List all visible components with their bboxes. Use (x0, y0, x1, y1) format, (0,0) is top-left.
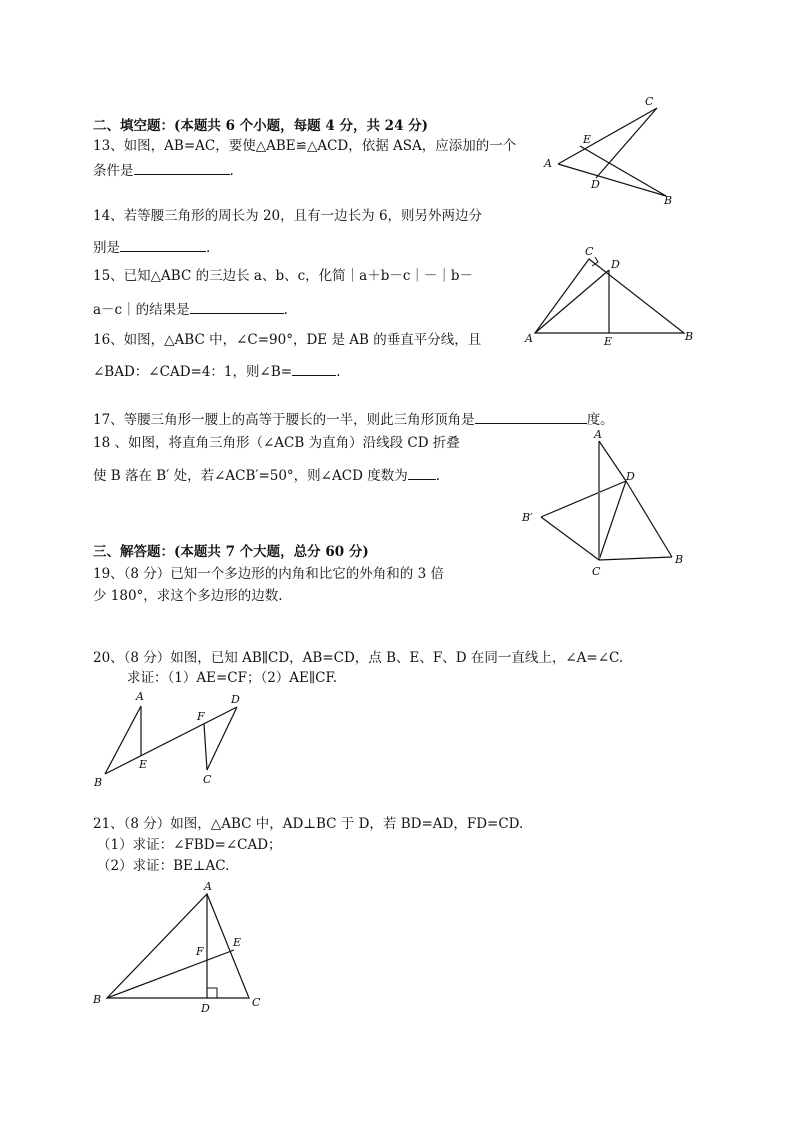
q16-answer-blank (292, 361, 336, 376)
q13-prefix: 条件是 (93, 163, 134, 179)
fig18-label-b: B (675, 553, 684, 566)
q13-end: . (229, 163, 234, 179)
q18-line1: 18 、如图，将直角三角形（∠ACB 为直角）沿线段 CD 折叠 (93, 435, 460, 451)
q21-line1: 21、（8 分）如图，△ABC 中，AD⊥BC 于 D，若 BD=AD，FD=CD. (93, 816, 524, 832)
fig20-lines (105, 706, 237, 774)
q18-answer-blank (408, 465, 436, 480)
q16-prefix: ∠BAD：∠CAD=4：1，则∠B= (93, 364, 293, 380)
q14-answer-blank (120, 237, 206, 252)
q17-answer-blank (475, 409, 587, 424)
fig13-label-c: C (645, 95, 654, 108)
fig21-label-d: D (201, 1002, 210, 1015)
fig13-label-d: D (591, 178, 600, 191)
fig16-lines (535, 257, 684, 333)
fig20-label-d: D (231, 693, 240, 706)
q19-line2: 少 180°，求这个多边形的边数. (93, 588, 283, 604)
q18-line2 (93, 465, 440, 485)
q15-prefix: a－c｜的结果是 (93, 302, 190, 318)
q16-line1: 16、如图，△ABC 中，∠C=90°，DE 是 AB 的垂直平分线，且 (93, 332, 482, 348)
fig20-label-f: F (197, 710, 205, 723)
q14-line2 (93, 237, 210, 257)
q18-end: . (435, 468, 440, 484)
fig21-label-c: C (252, 996, 261, 1009)
fig21-label-f: F (196, 945, 204, 958)
q16-line2 (93, 361, 340, 381)
fig13-lines (558, 108, 666, 196)
fig18-label-c: C (592, 565, 601, 578)
fig16-label-b: B (685, 330, 694, 343)
fig13-label-b: B (664, 194, 673, 207)
fig18-label-bprime: B′ (522, 511, 533, 524)
q14-line1: 14、若等腰三角形的周长为 20，且有一边长为 6，则另外两边分 (93, 208, 483, 224)
q15-answer-blank (190, 299, 284, 314)
fig20-label-e: E (139, 758, 148, 771)
fig21-lines (107, 894, 249, 998)
fig13-label-a: A (544, 157, 552, 170)
q21-line3: （2）求证：BE⊥AC. (97, 858, 230, 874)
fig20-label-a: A (136, 690, 144, 703)
fig18-lines (541, 441, 672, 560)
q19-line1: 19、（8 分）已知一个多边形的内角和比它的外角和的 3 倍 (93, 566, 444, 582)
fig16-label-c: C (585, 245, 594, 258)
fig21-label-b: B (93, 993, 102, 1006)
fig16-label-d: D (611, 258, 620, 271)
q13-answer-blank (134, 160, 230, 175)
fig18-label-a: A (594, 428, 602, 441)
q15-line1: 15、已知△ABC 的三边长 a、b、c，化简｜a＋b－c｜－｜b－ (93, 268, 474, 284)
q15-line2 (93, 299, 288, 319)
q16-end: . (336, 364, 341, 380)
fig20-label-c: C (203, 773, 212, 786)
q15-end: . (283, 302, 288, 318)
fig20-label-b: B (94, 776, 103, 789)
q17-line (93, 409, 614, 429)
section2-heading: 二、填空题：(本题共 6 个小题，每题 4 分，共 24 分) (93, 118, 429, 134)
q18-prefix: 使 B 落在 B′ 处，若∠ACB′=50°，则∠ACD 度数为 (93, 468, 408, 484)
q17-end: 度。 (586, 412, 614, 428)
q21-line2: （1）求证：∠FBD=∠CAD； (97, 837, 282, 853)
q17-text: 17、等腰三角形一腰上的高等于腰长的一半，则此三角形顶角是 (93, 412, 475, 428)
section3-heading: 三、解答题：(本题共 7 个大题，总分 60 分) (93, 544, 369, 560)
fig16-label-e: E (604, 335, 613, 348)
fig21-label-e: E (233, 936, 242, 949)
q20-line1: 20、（8 分）如图，已知 AB∥CD，AB=CD，点 B、E、F、D 在同一直线上，∠A=∠C. (93, 650, 624, 666)
q13-line1: 13、如图，AB=AC，要使△ABE≌△ACD，依据 ASA，应添加的一个 (93, 138, 517, 154)
fig18-label-d: D (626, 470, 635, 483)
q20-line2: 求证：（1）AE=CF；（2）AE∥CF. (127, 670, 338, 686)
q13-line2 (93, 160, 234, 180)
fig13-label-e: E (583, 133, 592, 146)
fig21-label-a: A (204, 880, 212, 893)
q14-prefix: 别是 (93, 240, 120, 256)
q14-end: . (206, 240, 211, 256)
fig16-label-a: A (525, 332, 533, 345)
